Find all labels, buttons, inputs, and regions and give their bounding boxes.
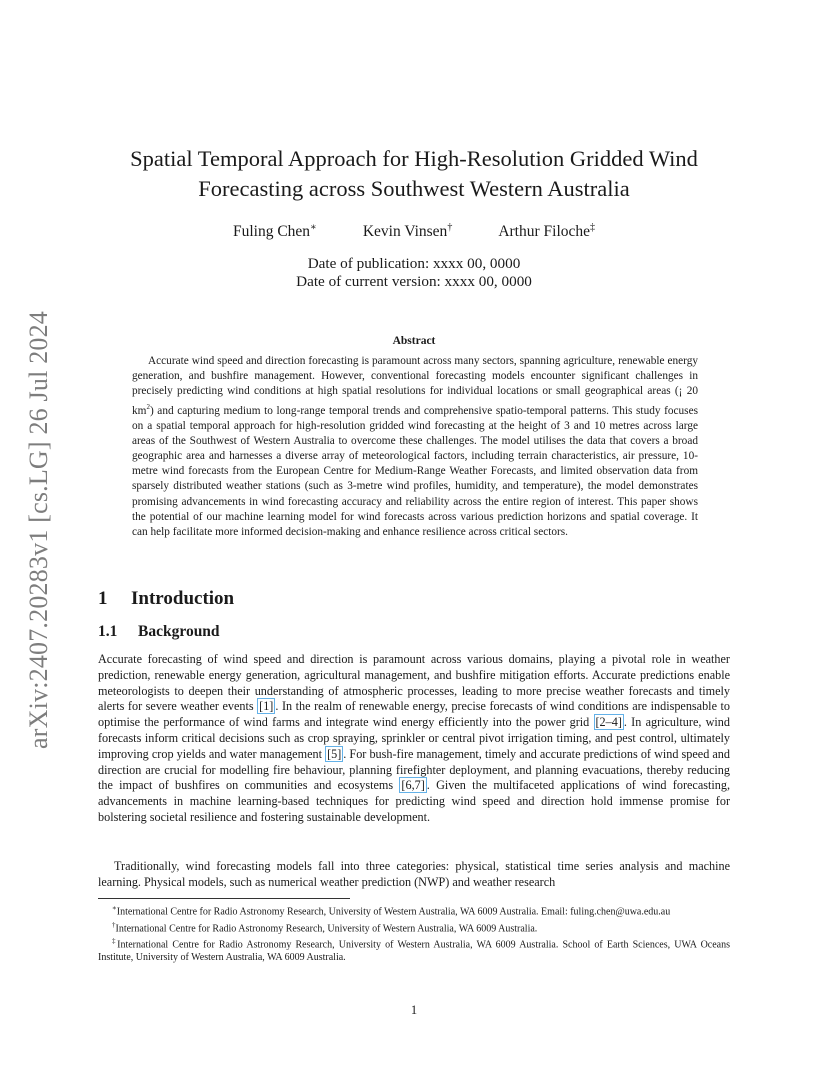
author-1 <box>233 222 317 241</box>
citation-link[interactable]: [5] <box>327 746 342 761</box>
author-2 <box>363 222 452 241</box>
paragraph-text: . For bush-fire management, timely and accurate predictions of wind speed and direction are crucial for modelling fire behaviour, planning firefighter deployment, and planning evacuations, thereby reducing the impact of bushfires on communities and ecosystems <box>98 746 730 793</box>
body-paragraph <box>98 652 730 826</box>
page-number: 1 <box>410 1003 418 1017</box>
author-name: Kevin Vinsen <box>362 223 448 241</box>
footnote-divider <box>98 898 350 899</box>
publication-dates <box>100 255 728 291</box>
footnote <box>98 902 730 919</box>
citation-link[interactable]: [6,7] <box>401 778 425 793</box>
abstract-heading: Abstract <box>392 335 436 347</box>
paper-title: Spatial Temporal Approach for High-Resolution Gridded Wind Forecasting across Southwest Western Australia <box>130 146 698 201</box>
author-list <box>100 222 728 241</box>
subsection-heading <box>98 623 220 641</box>
footnote-text: International Centre for Radio Astronomy Research, University of Western Australia, WA 6009 Australia. School of Earth Sciences, UWA Oceans Institute, University of Western Australia, WA 6009 Australia. <box>98 939 730 964</box>
body-paragraph: Traditionally, wind forecasting models fall into three categories: physical, statistical time series analysis and machine learning. Physical models, such as numerical weather prediction (NWP) and weather research <box>98 859 730 889</box>
footnote <box>98 919 730 936</box>
citation-link[interactable]: [1] <box>259 699 274 714</box>
footnote-mark: ∗ <box>112 904 117 912</box>
footnotes <box>98 902 730 965</box>
footnote-mark: † <box>112 920 116 929</box>
abstract-body <box>132 354 698 540</box>
footnote-text: International Centre for Radio Astronomy Research, University of Western Australia, WA 6009 Australia. Email: fuling.chen@uwa.edu.au <box>116 906 671 918</box>
author-name: Arthur Filoche <box>498 223 591 241</box>
current-version-date: Date of current version: xxxx 00, 0000 <box>296 273 532 290</box>
section-heading <box>98 588 234 610</box>
subsection-number: 1.1 <box>98 623 118 640</box>
author-footnote-mark: † <box>447 222 453 233</box>
author-footnote-mark: ∗ <box>310 222 317 233</box>
paragraph-text: . In agriculture, wind forecasts inform critical decisions such as crop spraying, sprinkler or central pivot irrigation timing, and pest control, ultimately improving crop yields and water management <box>98 715 730 761</box>
citation-link[interactable]: [2–4] <box>595 715 622 730</box>
paragraph-text: . In the realm of renewable energy, precise forecasts of wind conditions are indispensable to optimise the performance of wind farms and integrate wind energy efficiently into the power grid <box>98 699 730 730</box>
abstract-text-part: Accurate wind speed and direction forecasting is paramount across many sectors, spanning agriculture, renewable energy generation, and bushfire management. However, conventional forecasting models encounter significant challenges in precisely predicting wind conditions at high spatial resolutions for individual locations or small geographical areas (¡ 20 km <box>132 355 698 417</box>
publication-date: Date of publication: xxxx 00, 0000 <box>307 255 521 272</box>
subsection-title: Background <box>138 623 220 640</box>
paragraph-text: . Given the multifaceted applications of wind forecasting, advancements in machine learning-based techniques for predicting wind speed and direction hold immense promise for bolstering societal resilience and fostering sustainable development. <box>98 778 730 824</box>
paragraph-text: Accurate forecasting of wind speed and direction is paramount across various domains, playing a pivotal role in weather prediction, renewable energy generation, agricultural management, and bushfire mitigation efforts. Accurate predictions enable meteorologists to deepen their understanding of atmospheric processes, leading to more precise weather forecasts and timely alerts for severe weather events <box>98 652 730 714</box>
arxiv-identifier-stamp: arXiv:2407.20283v1 [cs.LG] 26 Jul 2024 <box>24 311 53 749</box>
section-title: Introduction <box>131 588 235 609</box>
footnote-text: International Centre for Radio Astronomy Research, University of Western Australia, WA 6009 Australia. <box>115 923 538 935</box>
author-footnote-mark: ‡ <box>590 222 596 233</box>
abstract-text-part: ) and capturing medium to long-range temporal trends and comprehensive spatio-temporal patterns. This study focuses on a spatial temporal approach for high-resolution gridded wind forecasting at the height of 3 and 10 metres across large areas of the Southwest of Western Australia to overcome these challenges. The model utilises the data that covers a broad geographic area and harnesses a diverse array of meteorological factors, including terrain characteristics, air pressure, 10-metre wind forecasts from the European Centre for Medium-Range Weather Forecasts, and limited observation data from sparsely distributed weather stations (such as 3-metre wind profiles, humidity, and temperature), the model demonstrates promising advancements in wind forecasting accuracy and reliability across the entire region of interest. This paper shows the potential of our machine learning model for wind forecasts across various prediction horizons and spatial coverage. It can help facilitate more informed decision-making and enhance resilience across critical sectors. <box>132 404 698 538</box>
author-name: Fuling Chen <box>232 223 311 241</box>
author-3 <box>498 222 595 241</box>
section-number: 1 <box>98 588 108 609</box>
abstract-superscript: 2 <box>146 402 150 411</box>
footnote-mark: ‡ <box>112 937 118 946</box>
footnote <box>98 935 730 964</box>
